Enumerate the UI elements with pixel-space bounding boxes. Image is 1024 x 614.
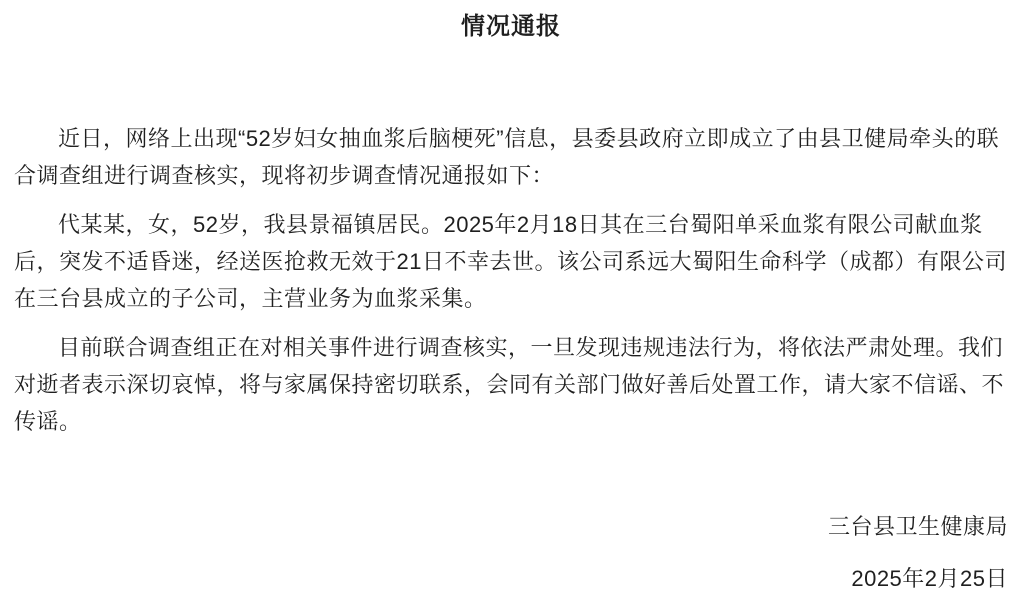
page-title: 情况通报: [461, 13, 561, 40]
body-paragraph-intro: 近日，网络上出现“52岁妇女抽血浆后脑梗死”信息，县委县政府立即成立了由县卫健局牵头的联合调查组进行调查核实，现将初步调查情况通报如下：: [14, 126, 1000, 188]
body-paragraph-followup: 目前联合调查组正在对相关事件进行调查核实，一旦发现违规违法行为，将依法严肃处理。我们对逝者表示深切哀悼，将与家属保持密切联系，会同有关部门做好善后处置工作，请大家不信谣、不传谣。: [14, 335, 1005, 434]
signature-block: [14, 512, 1008, 594]
notice-body: [14, 120, 1008, 440]
signature-issuer: 三台县卫生健康局: [827, 514, 1008, 539]
signature-date: 2025年2月25日: [851, 566, 1008, 591]
body-paragraph-incident: 代某某，女，52岁，我县景福镇居民。2025年2月18日其在三台蜀阳单采血浆有限公司献血浆后，突发不适昏迷，经送医抢救无效于21日不幸去世。该公司系远大蜀阳生命科学（成都）有限公司在三台县成立的子公司，主营业务为血浆采集。: [14, 212, 1007, 311]
